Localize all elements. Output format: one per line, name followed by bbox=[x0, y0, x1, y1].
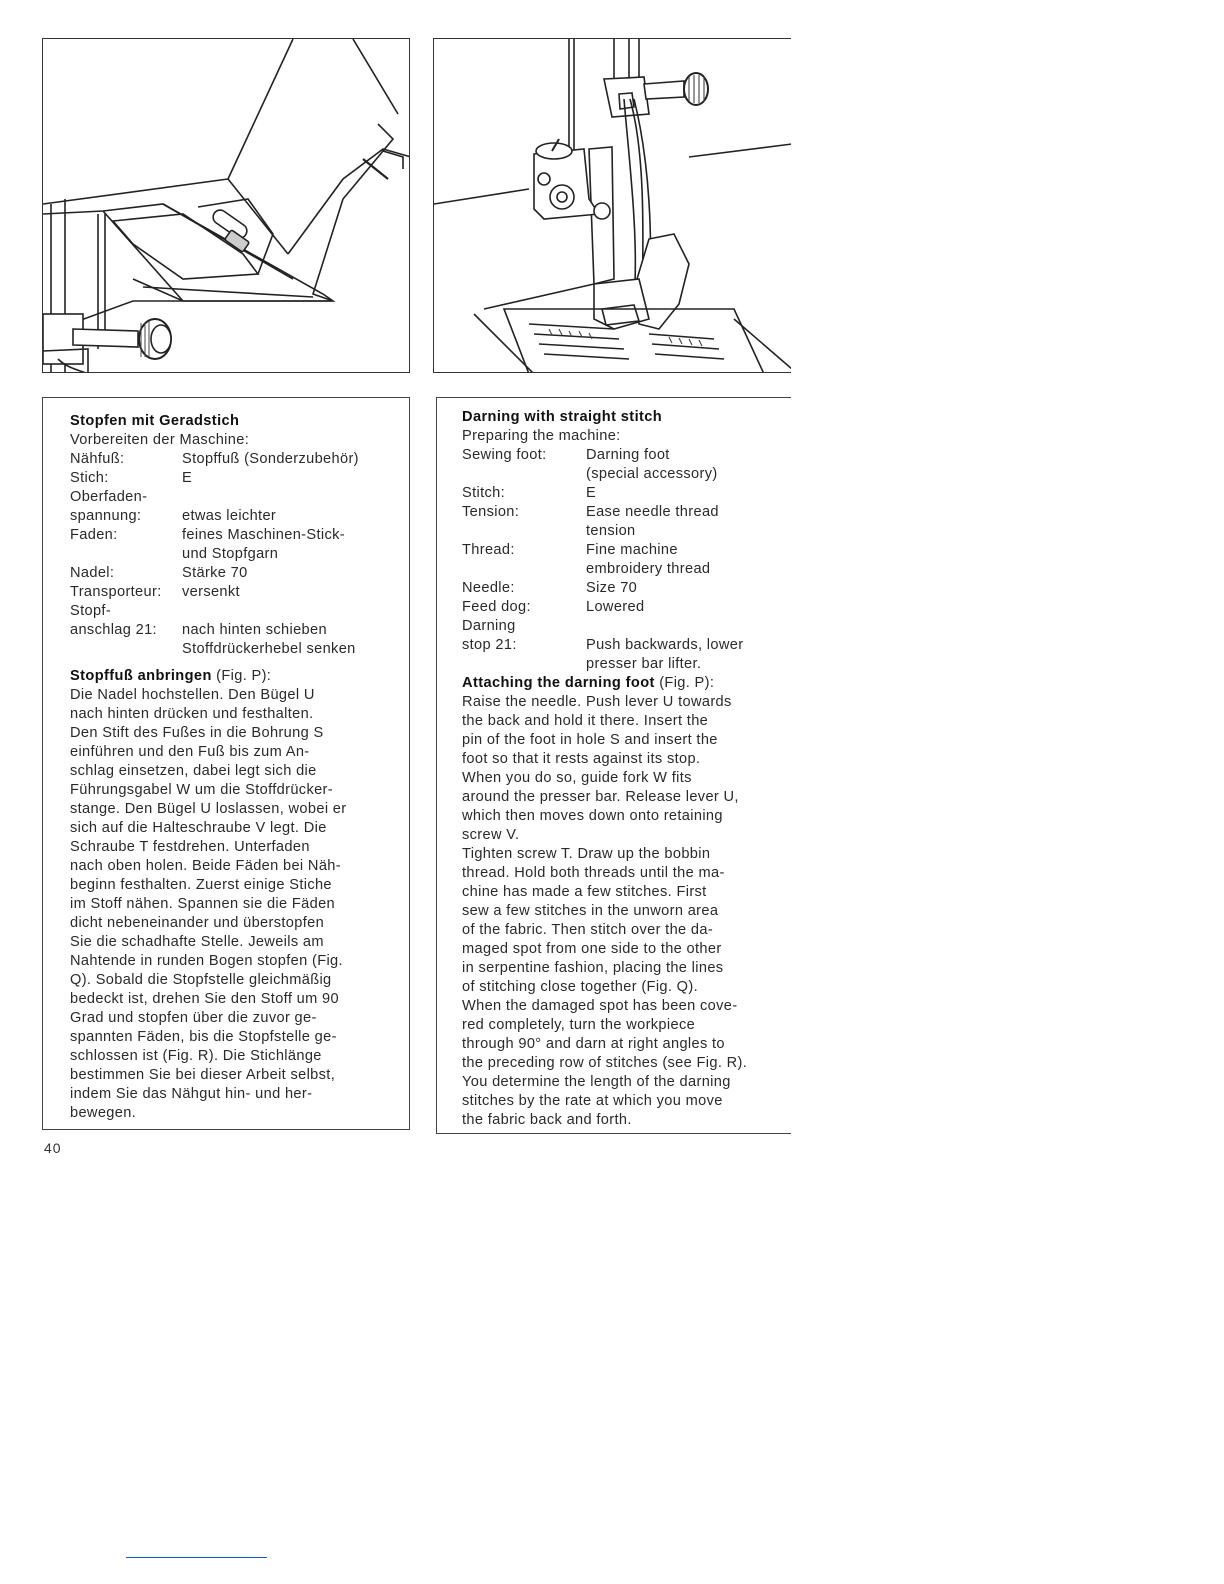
body-line: Raise the needle. Push lever U towards bbox=[462, 694, 732, 710]
settings-value: Fine machine bbox=[586, 542, 678, 558]
settings-label: Nadel: bbox=[70, 565, 115, 581]
settings-value: feines Maschinen-Stick- bbox=[182, 527, 345, 543]
settings-value: und Stopfgarn bbox=[182, 546, 279, 562]
english-title: Darning with straight stitch bbox=[462, 409, 663, 425]
body-line: bewegen. bbox=[70, 1105, 137, 1121]
settings-label bbox=[462, 655, 586, 674]
settings-value: versenkt bbox=[182, 584, 240, 600]
english-instructions bbox=[436, 397, 791, 1134]
body-line: When you do so, guide fork W fits bbox=[462, 770, 692, 786]
settings-value: Darning foot bbox=[586, 447, 670, 463]
german-body-text bbox=[70, 686, 405, 1123]
settings-value: (special accessory) bbox=[586, 466, 718, 482]
settings-row bbox=[462, 560, 782, 579]
body-line: in serpentine fashion, placing the lines bbox=[462, 960, 724, 976]
body-line: You determine the length of the darning bbox=[462, 1074, 731, 1090]
settings-label: stop 21: bbox=[462, 637, 517, 653]
settings-label bbox=[462, 465, 586, 484]
german-section-ref: (Fig. P): bbox=[211, 668, 272, 684]
settings-row bbox=[462, 541, 782, 560]
german-settings-list bbox=[70, 450, 405, 659]
body-line: stange. Den Bügel U loslassen, wobei er bbox=[70, 801, 347, 817]
english-body-text bbox=[462, 693, 782, 1130]
settings-label: spannung: bbox=[70, 508, 142, 524]
body-line: Den Stift des Fußes in die Bohrung S bbox=[70, 725, 324, 741]
settings-value: Stärke 70 bbox=[182, 565, 248, 581]
settings-label: Stitch: bbox=[462, 485, 506, 501]
settings-value: nach hinten schieben bbox=[182, 622, 327, 638]
settings-value: Lowered bbox=[586, 599, 645, 615]
settings-value: Stopffuß (Sonderzubehör) bbox=[182, 451, 359, 467]
settings-label bbox=[462, 522, 586, 541]
settings-row bbox=[70, 526, 405, 545]
settings-label: Feed dog: bbox=[462, 599, 531, 615]
settings-value bbox=[182, 488, 405, 507]
body-line: schlag einsetzen, dabei legt sich die bbox=[70, 763, 317, 779]
settings-label: Nähfuß: bbox=[70, 451, 125, 467]
settings-label bbox=[70, 640, 182, 659]
settings-row bbox=[462, 655, 782, 674]
body-line: Sie die schadhafte Stelle. Jeweils am bbox=[70, 934, 324, 950]
footer-divider bbox=[126, 1557, 267, 1558]
body-line: red completely, turn the workpiece bbox=[462, 1017, 696, 1033]
settings-row bbox=[70, 507, 405, 526]
body-line: sew a few stitches in the unworn area bbox=[462, 903, 719, 919]
body-line: which then moves down onto retaining bbox=[462, 808, 723, 824]
settings-label: Transporteur: bbox=[70, 584, 162, 600]
settings-value: Ease needle thread bbox=[586, 504, 719, 520]
body-line: Die Nadel hochstellen. Den Bügel U bbox=[70, 687, 315, 703]
settings-row bbox=[462, 522, 782, 541]
body-line: of the fabric. Then stitch over the da- bbox=[462, 922, 714, 938]
body-line: einführen und den Fuß bis zum An- bbox=[70, 744, 310, 760]
settings-label: Sewing foot: bbox=[462, 447, 547, 463]
settings-row bbox=[70, 545, 405, 564]
body-line: beginn festhalten. Zuerst einige Stiche bbox=[70, 877, 332, 893]
body-line: maged spot from one side to the other bbox=[462, 941, 722, 957]
settings-row bbox=[462, 579, 782, 598]
settings-label bbox=[462, 560, 586, 579]
body-line: stitches by the rate at which you move bbox=[462, 1093, 723, 1109]
body-line: screw V. bbox=[462, 827, 520, 843]
settings-value: presser bar lifter. bbox=[586, 656, 702, 672]
settings-value: Size 70 bbox=[586, 580, 638, 596]
german-content bbox=[70, 412, 405, 1123]
settings-label: Darning bbox=[462, 618, 516, 634]
darning-foot-illustration bbox=[434, 39, 791, 373]
settings-value: tension bbox=[586, 523, 636, 539]
settings-row bbox=[462, 465, 782, 484]
body-line: Tighten screw T. Draw up the bobbin bbox=[462, 846, 711, 862]
body-line: When the damaged spot has been cove- bbox=[462, 998, 738, 1014]
body-line: bedeckt ist, drehen Sie den Stoff um 90 bbox=[70, 991, 339, 1007]
body-line: schlossen ist (Fig. R). Die Stichlänge bbox=[70, 1048, 322, 1064]
settings-value bbox=[182, 602, 405, 621]
body-line: Grad und stopfen über die zuvor ge- bbox=[70, 1010, 317, 1026]
figure-machine-bed bbox=[42, 38, 410, 373]
body-line: Schraube T festdrehen. Unterfaden bbox=[70, 839, 310, 855]
body-line: bestimmen Sie bei dieser Arbeit selbst, bbox=[70, 1067, 336, 1083]
settings-label: Oberfaden- bbox=[70, 489, 148, 505]
settings-value: etwas leichter bbox=[182, 508, 277, 524]
body-line: Nahtende in runden Bogen stopfen (Fig. bbox=[70, 953, 343, 969]
settings-row bbox=[70, 488, 405, 507]
german-subtitle: Vorbereiten der Maschine: bbox=[70, 432, 250, 448]
body-line: indem Sie das Nähgut hin- und her- bbox=[70, 1086, 313, 1102]
figure-darning-foot bbox=[433, 38, 791, 373]
settings-label: Tension: bbox=[462, 504, 520, 520]
body-line: spannten Fäden, bis die Stopfstelle ge- bbox=[70, 1029, 337, 1045]
settings-row bbox=[70, 450, 405, 469]
body-line: foot so that it rests against its stop. bbox=[462, 751, 701, 767]
settings-label: anschlag 21: bbox=[70, 622, 157, 638]
german-section-heading bbox=[70, 667, 405, 686]
body-line: nach oben holen. Beide Fäden bei Näh- bbox=[70, 858, 341, 874]
settings-row bbox=[462, 446, 782, 465]
settings-value: Stoffdrückerhebel senken bbox=[182, 641, 356, 657]
settings-value: embroidery thread bbox=[586, 561, 711, 577]
settings-label: Stich: bbox=[70, 470, 109, 486]
body-line: pin of the foot in hole S and insert the bbox=[462, 732, 718, 748]
german-title: Stopfen mit Geradstich bbox=[70, 413, 240, 429]
english-content bbox=[462, 408, 782, 1130]
body-line: the back and hold it there. Insert the bbox=[462, 713, 709, 729]
body-line: im Stoff nähen. Spannen sie die Fäden bbox=[70, 896, 336, 912]
body-line: the fabric back and forth. bbox=[462, 1112, 632, 1128]
settings-row bbox=[70, 469, 405, 488]
english-settings-list bbox=[462, 446, 782, 674]
body-line: chine has made a few stitches. First bbox=[462, 884, 707, 900]
german-instructions bbox=[42, 397, 410, 1130]
settings-label: Faden: bbox=[70, 527, 118, 543]
settings-row bbox=[70, 583, 405, 602]
body-line: Q). Sobald die Stopfstelle gleichmäßig bbox=[70, 972, 332, 988]
english-subtitle: Preparing the machine: bbox=[462, 428, 621, 444]
settings-row bbox=[462, 598, 782, 617]
body-line: through 90° and darn at right angles to bbox=[462, 1036, 725, 1052]
settings-row bbox=[462, 636, 782, 655]
settings-label: Thread: bbox=[462, 542, 515, 558]
settings-row bbox=[462, 484, 782, 503]
english-section-heading bbox=[462, 674, 782, 693]
settings-row bbox=[70, 602, 405, 621]
body-line: Führungsgabel W um die Stoffdrücker- bbox=[70, 782, 333, 798]
machine-bed-illustration bbox=[43, 39, 410, 373]
body-line: dicht nebeneinander und überstopfen bbox=[70, 915, 325, 931]
settings-value bbox=[586, 617, 782, 636]
settings-value: Push backwards, lower bbox=[586, 637, 744, 653]
body-line: the preceding row of stitches (see Fig. R). bbox=[462, 1055, 748, 1071]
settings-label: Needle: bbox=[462, 580, 515, 596]
settings-row bbox=[462, 617, 782, 636]
body-line: around the presser bar. Release lever U, bbox=[462, 789, 739, 805]
english-section-ref: (Fig. P): bbox=[654, 675, 715, 691]
settings-row bbox=[70, 621, 405, 640]
body-line: of stitching close together (Fig. Q). bbox=[462, 979, 699, 995]
settings-label: Stopf- bbox=[70, 603, 112, 619]
page-number: 40 bbox=[44, 1140, 62, 1154]
body-line: thread. Hold both threads until the ma- bbox=[462, 865, 725, 881]
settings-row bbox=[70, 564, 405, 583]
german-section-title: Stopffuß anbringen bbox=[70, 668, 212, 684]
settings-row bbox=[70, 640, 405, 659]
body-line: sich auf die Halteschraube V legt. Die bbox=[70, 820, 327, 836]
settings-label bbox=[70, 545, 182, 564]
body-line: nach hinten drücken und festhalten. bbox=[70, 706, 314, 722]
settings-value: E bbox=[586, 485, 597, 501]
settings-value: E bbox=[182, 470, 193, 486]
english-section-title: Attaching the darning foot bbox=[462, 675, 655, 691]
settings-row bbox=[462, 503, 782, 522]
